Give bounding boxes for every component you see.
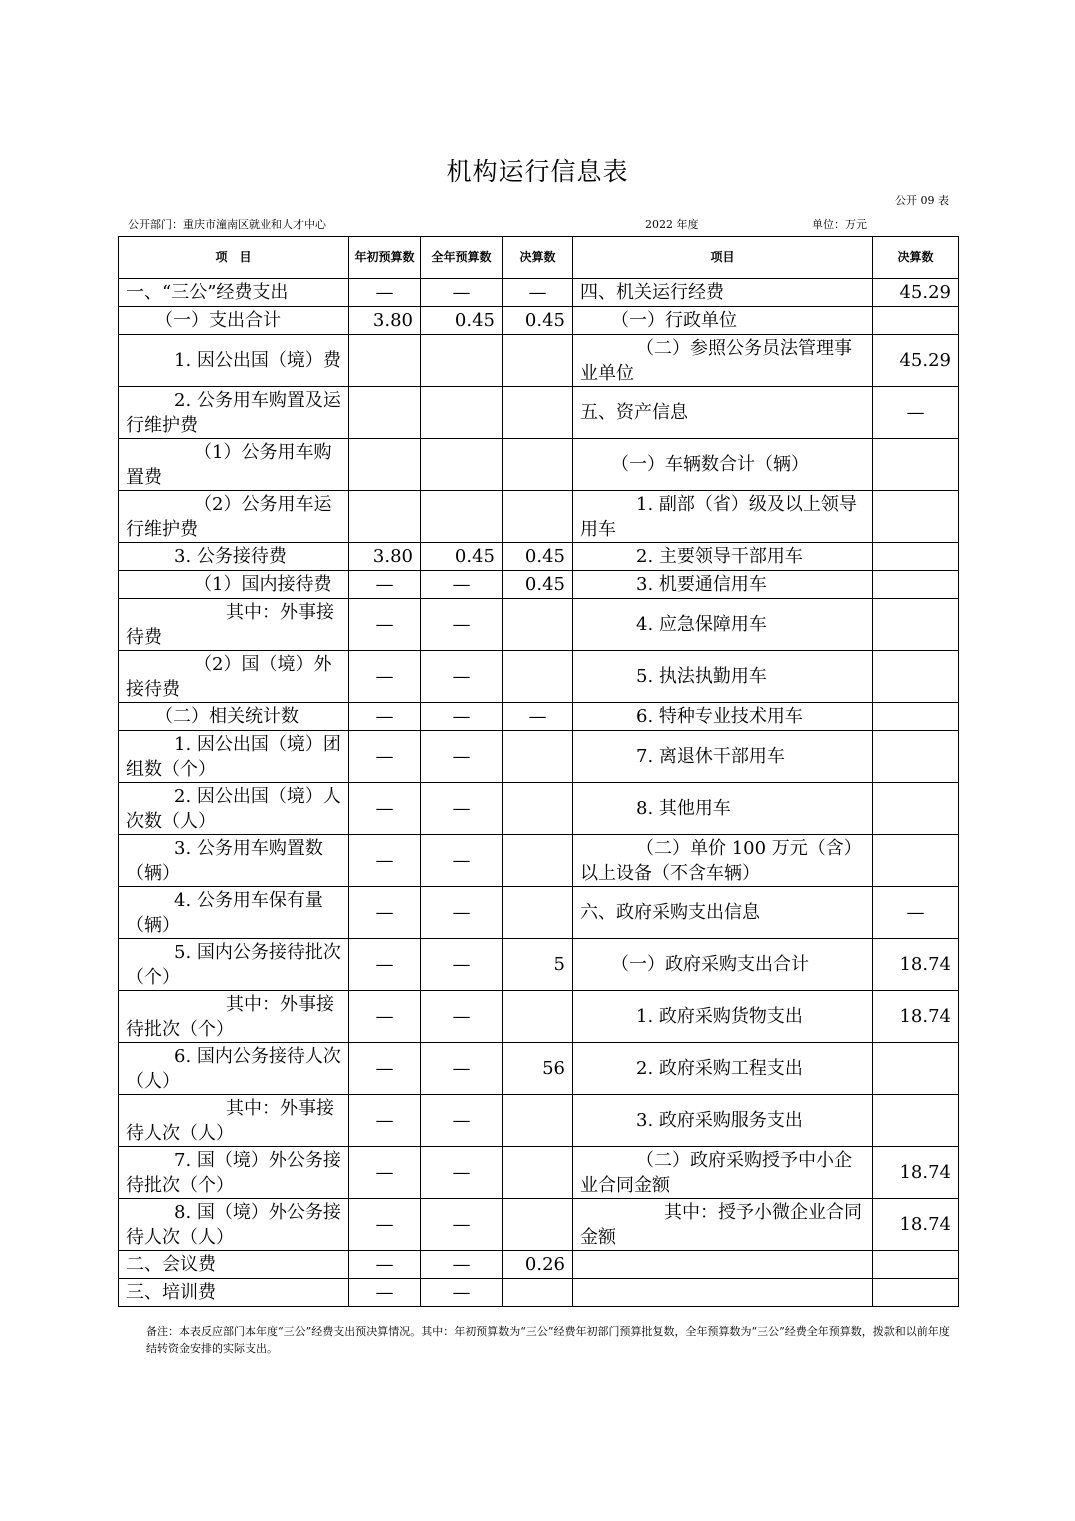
right-item-label: 1. 副部（省）级及以上领导用车 bbox=[573, 491, 873, 543]
right-item-label: 6. 特种专业技术用车 bbox=[573, 703, 873, 731]
table-row bbox=[119, 1043, 959, 1095]
full-year-budget-cell: — bbox=[421, 703, 503, 731]
full-year-budget-cell bbox=[421, 335, 503, 387]
row-item-label: 2. 公务用车购置及运行维护费 bbox=[119, 387, 349, 439]
right-final-amount-cell: 18.74 bbox=[873, 1199, 959, 1251]
right-item-label: （一）政府采购支出合计 bbox=[573, 939, 873, 991]
initial-budget-cell: — bbox=[349, 731, 421, 783]
right-final-amount-cell bbox=[873, 651, 959, 703]
final-amount-cell bbox=[503, 783, 573, 835]
initial-budget-cell: — bbox=[349, 783, 421, 835]
full-year-budget-cell: — bbox=[421, 887, 503, 939]
right-final-amount-cell: — bbox=[873, 887, 959, 939]
final-amount-cell: 5 bbox=[503, 939, 573, 991]
row-item-label: （1）公务用车购置费 bbox=[119, 439, 349, 491]
initial-budget-cell: — bbox=[349, 1251, 421, 1279]
header-full-year-budget: 全年预算数 bbox=[421, 237, 503, 279]
table-row bbox=[119, 279, 959, 307]
row-item-label: 3. 公务接待费 bbox=[119, 543, 349, 571]
final-amount-cell bbox=[503, 835, 573, 887]
department-label: 公开部门：重庆市潼南区就业和人才中心 bbox=[128, 218, 326, 231]
right-final-amount-cell bbox=[873, 1251, 959, 1279]
form-number: 公开 09 表 bbox=[895, 194, 949, 207]
right-item-label: 3. 政府采购服务支出 bbox=[573, 1095, 873, 1147]
right-final-amount-cell bbox=[873, 571, 959, 599]
header-item: 项 目 bbox=[119, 237, 349, 279]
right-item-label: 2. 主要领导干部用车 bbox=[573, 543, 873, 571]
final-amount-cell bbox=[503, 1095, 573, 1147]
table-row bbox=[119, 651, 959, 703]
right-final-amount-cell bbox=[873, 439, 959, 491]
right-item-label: 1. 政府采购货物支出 bbox=[573, 991, 873, 1043]
full-year-budget-cell: 0.45 bbox=[421, 543, 503, 571]
unit-label: 单位：万元 bbox=[812, 218, 867, 231]
row-item-label: （一）支出合计 bbox=[119, 307, 349, 335]
initial-budget-cell: 3.80 bbox=[349, 543, 421, 571]
full-year-budget-cell: — bbox=[421, 1147, 503, 1199]
final-amount-cell bbox=[503, 335, 573, 387]
right-item-label: （二）单价 100 万元（含）以上设备（不含车辆） bbox=[573, 835, 873, 887]
table-row bbox=[119, 1199, 959, 1251]
initial-budget-cell bbox=[349, 491, 421, 543]
row-item-label: 8. 国（境）外公务接待人次（人） bbox=[119, 1199, 349, 1251]
row-item-label: 其中：外事接待人次（人） bbox=[119, 1095, 349, 1147]
fiscal-year-label: 2022 年度 bbox=[645, 218, 699, 231]
table-row bbox=[119, 991, 959, 1043]
right-final-amount-cell: 45.29 bbox=[873, 279, 959, 307]
header-initial-budget: 年初预算数 bbox=[349, 237, 421, 279]
table-header-row bbox=[119, 237, 959, 279]
initial-budget-cell: — bbox=[349, 571, 421, 599]
right-item-label: 六、政府采购支出信息 bbox=[573, 887, 873, 939]
final-amount-cell: 0.45 bbox=[503, 307, 573, 335]
final-amount-cell bbox=[503, 1199, 573, 1251]
right-final-amount-cell: 18.74 bbox=[873, 991, 959, 1043]
table-row bbox=[119, 835, 959, 887]
table-row bbox=[119, 1095, 959, 1147]
right-item-label bbox=[573, 1251, 873, 1279]
initial-budget-cell: — bbox=[349, 991, 421, 1043]
full-year-budget-cell: — bbox=[421, 599, 503, 651]
full-year-budget-cell: — bbox=[421, 651, 503, 703]
full-year-budget-cell bbox=[421, 387, 503, 439]
row-item-label: 4. 公务用车保有量（辆） bbox=[119, 887, 349, 939]
right-final-amount-cell bbox=[873, 491, 959, 543]
final-amount-cell bbox=[503, 1147, 573, 1199]
table-row bbox=[119, 335, 959, 387]
row-item-label: （2）公务用车运行维护费 bbox=[119, 491, 349, 543]
row-item-label: 3. 公务用车购置数（辆） bbox=[119, 835, 349, 887]
table-row bbox=[119, 1251, 959, 1279]
row-item-label: 一、“三公”经费支出 bbox=[119, 279, 349, 307]
right-final-amount-cell: 45.29 bbox=[873, 335, 959, 387]
right-item-label: （一）行政单位 bbox=[573, 307, 873, 335]
right-item-label: 3. 机要通信用车 bbox=[573, 571, 873, 599]
right-item-label: （二）政府采购授予中小企业合同金额 bbox=[573, 1147, 873, 1199]
row-item-label: 二、会议费 bbox=[119, 1251, 349, 1279]
row-item-label: 2. 因公出国（境）人次数（人） bbox=[119, 783, 349, 835]
table-row bbox=[119, 703, 959, 731]
full-year-budget-cell: — bbox=[421, 939, 503, 991]
initial-budget-cell: — bbox=[349, 279, 421, 307]
row-item-label: 三、培训费 bbox=[119, 1279, 349, 1307]
full-year-budget-cell: — bbox=[421, 991, 503, 1043]
full-year-budget-cell bbox=[421, 491, 503, 543]
table-row bbox=[119, 887, 959, 939]
right-item-label: 5. 执法执勤用车 bbox=[573, 651, 873, 703]
initial-budget-cell bbox=[349, 439, 421, 491]
initial-budget-cell: — bbox=[349, 835, 421, 887]
right-item-label bbox=[573, 1279, 873, 1307]
final-amount-cell: 0.45 bbox=[503, 543, 573, 571]
final-amount-cell: 56 bbox=[503, 1043, 573, 1095]
table-row bbox=[119, 491, 959, 543]
initial-budget-cell: — bbox=[349, 703, 421, 731]
full-year-budget-cell: — bbox=[421, 835, 503, 887]
table-row bbox=[119, 731, 959, 783]
final-amount-cell: — bbox=[503, 703, 573, 731]
full-year-budget-cell: 0.45 bbox=[421, 307, 503, 335]
final-amount-cell bbox=[503, 887, 573, 939]
row-item-label: 其中：外事接待费 bbox=[119, 599, 349, 651]
right-item-label: 五、资产信息 bbox=[573, 387, 873, 439]
full-year-budget-cell: — bbox=[421, 1095, 503, 1147]
right-final-amount-cell bbox=[873, 1095, 959, 1147]
row-item-label: 其中：外事接待批次（个） bbox=[119, 991, 349, 1043]
header-final: 决算数 bbox=[503, 237, 573, 279]
final-amount-cell: 0.26 bbox=[503, 1251, 573, 1279]
row-item-label: 1. 因公出国（境）费 bbox=[119, 335, 349, 387]
right-item-label: 8. 其他用车 bbox=[573, 783, 873, 835]
initial-budget-cell: — bbox=[349, 1147, 421, 1199]
header-item-right: 项目 bbox=[573, 237, 873, 279]
table-row bbox=[119, 543, 959, 571]
right-item-label: 4. 应急保障用车 bbox=[573, 599, 873, 651]
right-item-label: 2. 政府采购工程支出 bbox=[573, 1043, 873, 1095]
header-final-right: 决算数 bbox=[873, 237, 959, 279]
right-item-label: 其中：授予小微企业合同金额 bbox=[573, 1199, 873, 1251]
table-row bbox=[119, 307, 959, 335]
right-item-label: 四、机关运行经费 bbox=[573, 279, 873, 307]
right-final-amount-cell bbox=[873, 703, 959, 731]
right-final-amount-cell bbox=[873, 543, 959, 571]
final-amount-cell bbox=[503, 387, 573, 439]
initial-budget-cell: — bbox=[349, 939, 421, 991]
full-year-budget-cell: — bbox=[421, 731, 503, 783]
final-amount-cell bbox=[503, 991, 573, 1043]
right-final-amount-cell: 18.74 bbox=[873, 939, 959, 991]
table-row bbox=[119, 387, 959, 439]
initial-budget-cell: — bbox=[349, 651, 421, 703]
right-item-label: 7. 离退休干部用车 bbox=[573, 731, 873, 783]
full-year-budget-cell: — bbox=[421, 1043, 503, 1095]
right-item-label: （二）参照公务员法管理事业单位 bbox=[573, 335, 873, 387]
right-final-amount-cell bbox=[873, 307, 959, 335]
right-final-amount-cell bbox=[873, 599, 959, 651]
final-amount-cell bbox=[503, 599, 573, 651]
row-item-label: 5. 国内公务接待批次（个） bbox=[119, 939, 349, 991]
full-year-budget-cell: — bbox=[421, 1199, 503, 1251]
row-item-label: （二）相关统计数 bbox=[119, 703, 349, 731]
table-row bbox=[119, 439, 959, 491]
row-item-label: 7. 国（境）外公务接待批次（个） bbox=[119, 1147, 349, 1199]
right-final-amount-cell bbox=[873, 783, 959, 835]
final-amount-cell bbox=[503, 731, 573, 783]
right-final-amount-cell: 18.74 bbox=[873, 1147, 959, 1199]
full-year-budget-cell: — bbox=[421, 1279, 503, 1307]
initial-budget-cell: — bbox=[349, 1095, 421, 1147]
initial-budget-cell: — bbox=[349, 1199, 421, 1251]
table-row bbox=[119, 571, 959, 599]
table-row bbox=[119, 783, 959, 835]
full-year-budget-cell: — bbox=[421, 783, 503, 835]
table-row bbox=[119, 1279, 959, 1307]
full-year-budget-cell: — bbox=[421, 279, 503, 307]
right-final-amount-cell bbox=[873, 731, 959, 783]
final-amount-cell bbox=[503, 1279, 573, 1307]
table-row bbox=[119, 939, 959, 991]
final-amount-cell bbox=[503, 491, 573, 543]
full-year-budget-cell bbox=[421, 439, 503, 491]
full-year-budget-cell: — bbox=[421, 1251, 503, 1279]
initial-budget-cell: 3.80 bbox=[349, 307, 421, 335]
initial-budget-cell: — bbox=[349, 1279, 421, 1307]
initial-budget-cell: — bbox=[349, 599, 421, 651]
final-amount-cell bbox=[503, 439, 573, 491]
final-amount-cell: — bbox=[503, 279, 573, 307]
table-row bbox=[119, 599, 959, 651]
initial-budget-cell: — bbox=[349, 887, 421, 939]
operations-info-table bbox=[118, 236, 959, 1307]
right-item-label: （一）车辆数合计（辆） bbox=[573, 439, 873, 491]
row-item-label: （2）国（境）外接待费 bbox=[119, 651, 349, 703]
initial-budget-cell: — bbox=[349, 1043, 421, 1095]
final-amount-cell: 0.45 bbox=[503, 571, 573, 599]
table-body bbox=[119, 279, 959, 1307]
table-row bbox=[119, 1147, 959, 1199]
full-year-budget-cell: — bbox=[421, 571, 503, 599]
row-item-label: 1. 因公出国（境）团组数（个） bbox=[119, 731, 349, 783]
row-item-label: （1）国内接待费 bbox=[119, 571, 349, 599]
footnote: 备注：本表反应部门本年度“三公”经费支出预决算情况。其中：年初预算数为“三公”经费年初部门预算批复数，全年预算数为“三公”经费全年预算数，拨款和以前年度结转资金安排的实际支出。 bbox=[146, 1325, 950, 1355]
right-final-amount-cell bbox=[873, 1043, 959, 1095]
right-final-amount-cell bbox=[873, 835, 959, 887]
initial-budget-cell bbox=[349, 335, 421, 387]
right-final-amount-cell bbox=[873, 1279, 959, 1307]
final-amount-cell bbox=[503, 651, 573, 703]
row-item-label: 6. 国内公务接待人次（人） bbox=[119, 1043, 349, 1095]
initial-budget-cell bbox=[349, 387, 421, 439]
right-final-amount-cell: — bbox=[873, 387, 959, 439]
page-title: 机构运行信息表 bbox=[446, 157, 629, 186]
